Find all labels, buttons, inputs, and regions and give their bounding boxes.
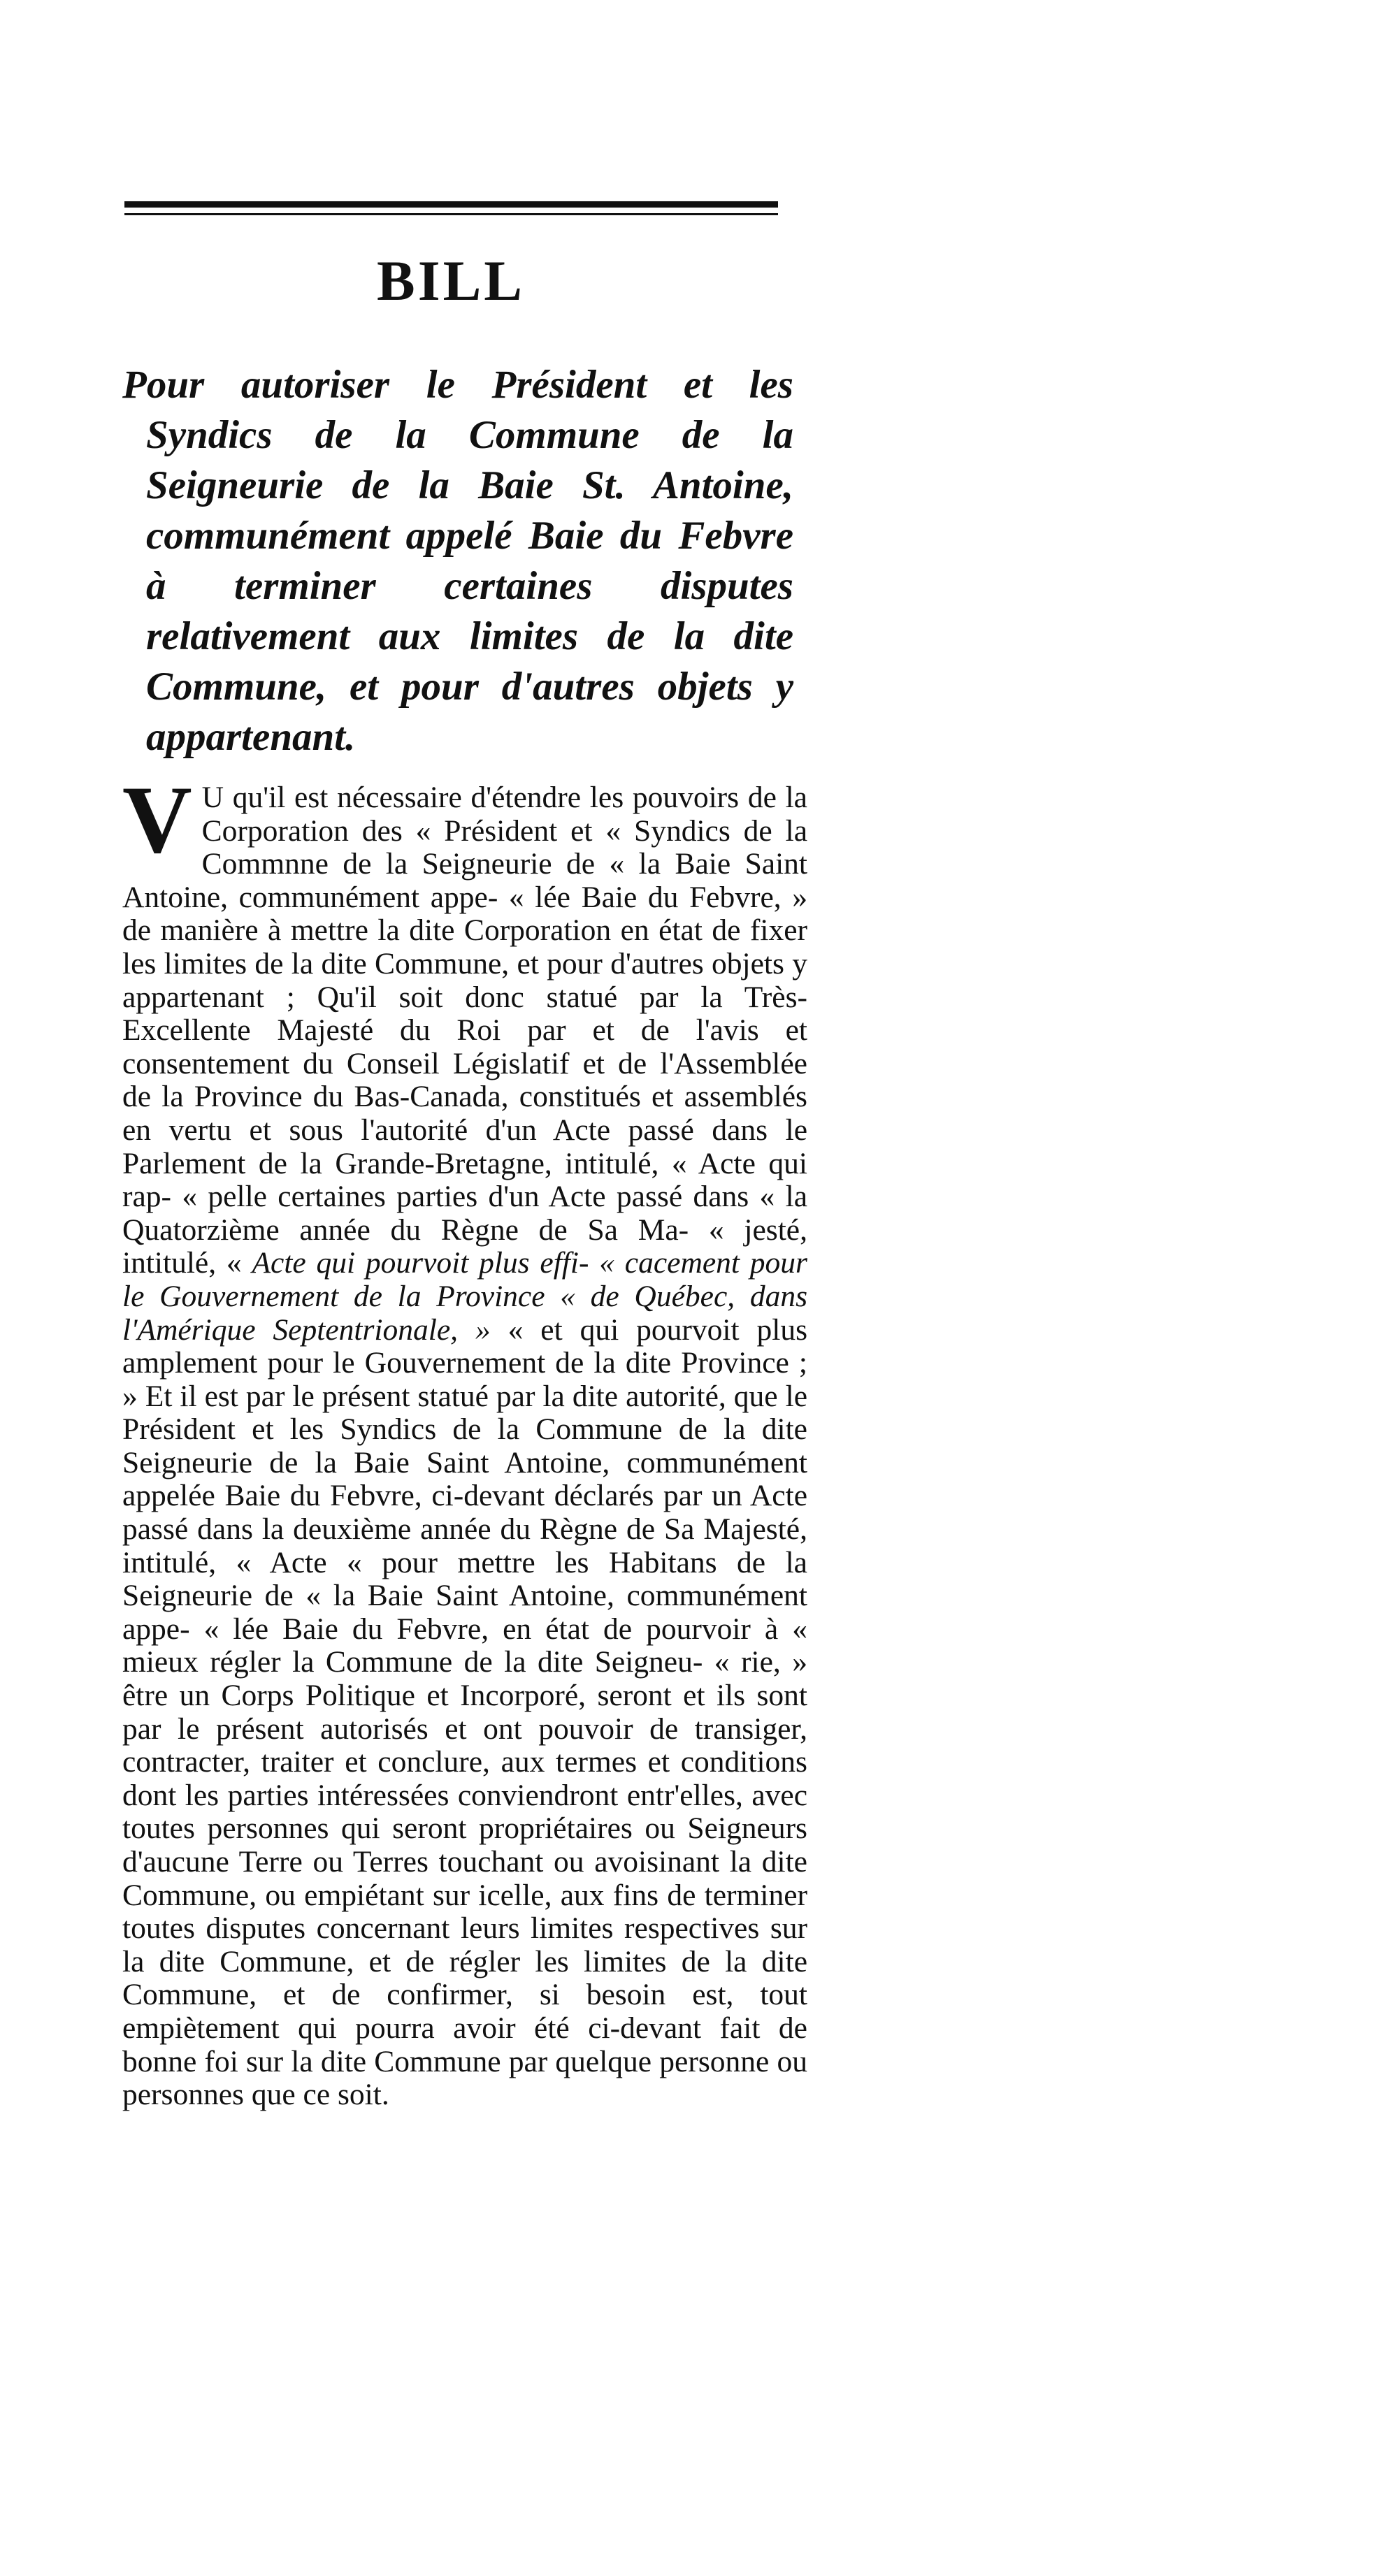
bill-body [122,766,807,2112]
body-text-part-2: « et qui pourvoit plus amplement pour le Gouvernement de la dite Province ; » Et il est par le présent statué par la dite autorité, que le Président et les Syndics de la Commune de la dite Seigneurie de la Baie Saint Antoine, communément appelée Baie du Febvre, ci-devant déclarés par un Acte passé dans la deuxième année du Règne de Sa Majesté, intitulé, « Acte « pour mettre les Habitans de la Seigneurie de « la Baie Saint Antoine, communément appe- « lée Baie du Febvre, en état de pourvoir à « mieux régler la Commune de la dite Seigneu- « rie, » être un Corps Politique et Incorporé, seront et ils sont par le présent autorisés et ont pouvoir de transiger, contracter, traiter et conclure, aux termes et conditions dont les parties intéressées conviendront entr'elles, avec toutes personnes qui seront propriétaires ou Seigneurs d'aucune Terre ou Terres touchant ou avoisinant la dite Commune, ou empiétant sur icelle, aux fins de terminer toutes disputes concernant leurs limites respectives sur la dite Commune, et de régler les limites de la dite Commune, et de confirmer, si besoin est, tout empiètement qui pourra avoir été ci-devant fait de bonne foi sur la dite Commune par quelque personne ou personnes que ce soit. [122,1312,807,2112]
drop-cap: V [122,766,192,873]
page-title: BILL [377,249,525,312]
body-text-italic: Acte qui pourvoit plus effi- « cacement pour le Gouvernement de la Province « de Québec, dans l'Amérique Septentrionale, » [122,1246,807,1347]
header-rule-thin [124,213,778,215]
bill-subtitle: Pour autoriser le Président et les Syndics de la Commune de la Seigneurie de la Baie St. Antoine, communément appelé Baie du Febvre à terminer certaines disputes relativement aux limites de la dite Commune, et pour d'autres objets y appartenant. [122,363,793,759]
body-text-part-1: U qu'il est nécessaire d'étendre les pouvoirs de la Corporation des « Président et « Syndics de la Commnne de la Seigneurie de « la Baie Saint Antoine, communément appe- « lée Baie du Febvre, » de manière à mettre la dite Corporation en état de fixer les limites de la dite Commune, et pour d'autres objets y appartenant ; Qu'il soit donc statué par la Très-Excellente Majesté du Roi par et de l'avis et consentement du Conseil Législatif et de l'Assemblée de la Province du Bas-Canada, constitués et assemblés en vertu et sous l'autorité d'un Acte passé dans le Parlement de la Grande-Bretagne, intitulé, « Acte qui rap- « pelle certaines parties d'un Acte passé dans « la Quatorzième année du Règne de Sa Ma- « jesté, intitulé, « [122,781,807,1280]
header-rule-thick [124,201,778,208]
